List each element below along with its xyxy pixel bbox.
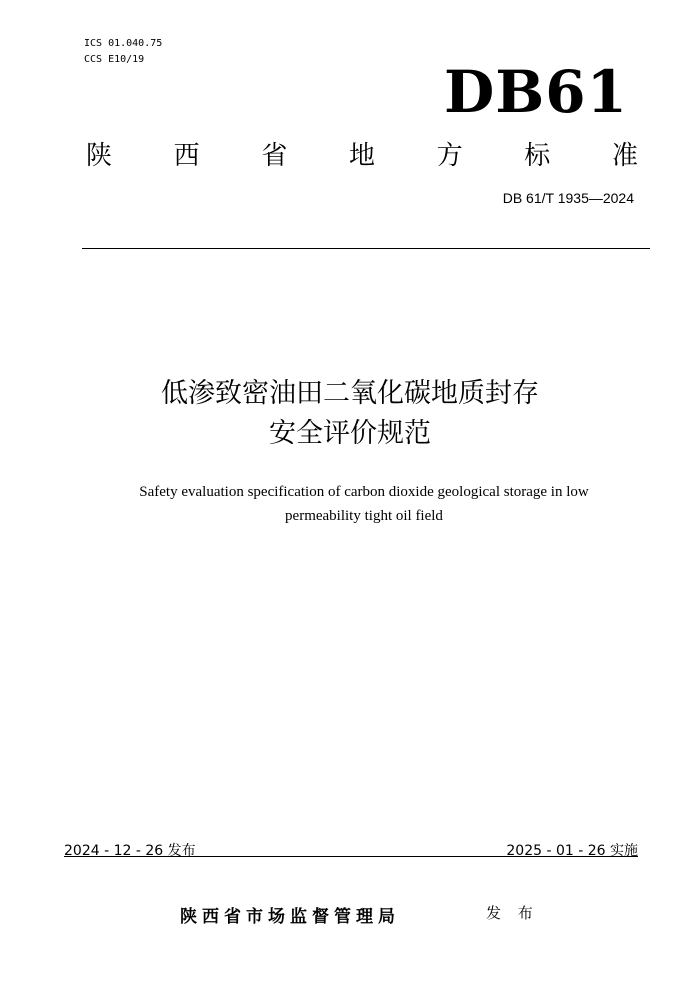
title-en-line2: permeability tight oil field [285, 508, 443, 524]
title-cn-line1: 低渗致密油田二氧化碳地质封存 [161, 378, 539, 409]
issue-date: 2024 - 12 - 26 发布 [64, 843, 196, 859]
issuing-authority: 陕西省市场监督管理局 [180, 907, 400, 927]
ics-code: ICS 01.040.75 [84, 38, 163, 49]
standard-type-char: 西 [173, 141, 200, 171]
standard-type-char: 陕 [86, 141, 113, 171]
footer-divider [64, 856, 638, 857]
db61-logo: DB61 [443, 58, 628, 126]
standard-type-char: 方 [436, 141, 463, 171]
classification-codes [84, 36, 162, 68]
standard-type-title [86, 135, 638, 172]
standard-type-char: 地 [348, 141, 375, 171]
standard-type-char: 省 [261, 141, 288, 171]
standard-number: DB 61/T 1935—2024 [502, 190, 634, 206]
standard-type-char: 标 [524, 141, 551, 171]
title-en-line1: Safety evaluation specification of carbon dioxide geological storage in low [139, 484, 589, 500]
header-divider [82, 248, 650, 249]
publish-label: 发 布 [486, 904, 539, 922]
title-cn-line2: 安全评价规范 [269, 418, 431, 449]
standard-type-char: 准 [611, 141, 638, 171]
title-en [100, 480, 628, 528]
ccs-code: CCS E10/19 [84, 54, 145, 65]
implementation-date: 2025 - 01 - 26 实施 [506, 843, 638, 859]
